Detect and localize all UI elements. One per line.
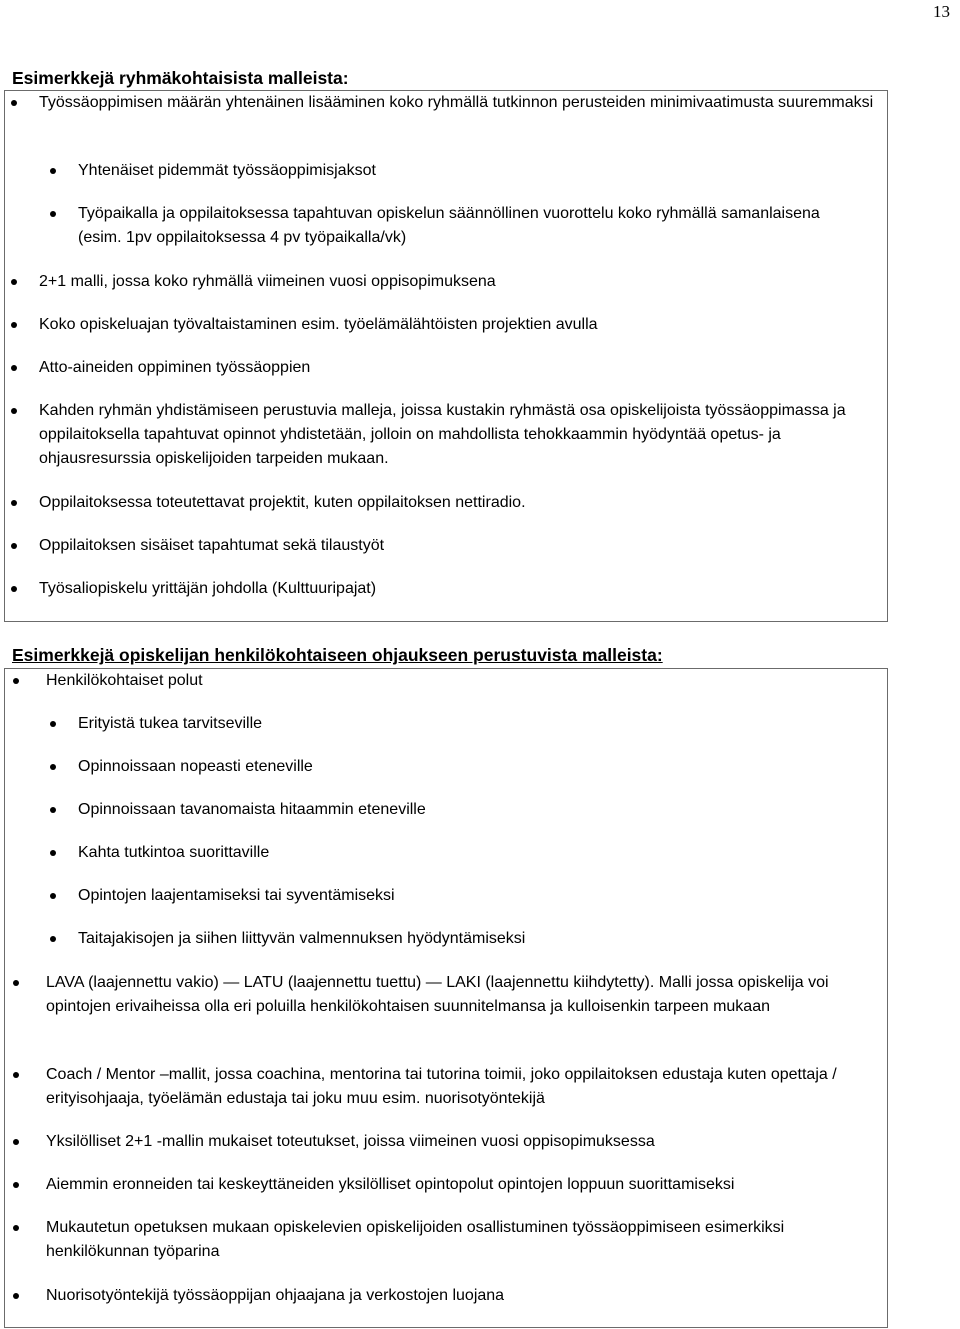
list-item: Kahden ryhmän yhdistämiseen perustuvia malleja, joissa kustakin ryhmästä osa opiskelijoista työssäoppimassa ja oppilaitoksella tapahtuvat opinnot yhdistetään, jolloin on mahdollista tehokkaammin hyödyntää opetus- ja ohjausresurssia opiskelijoiden tarpeiden mukaan. bbox=[39, 399, 879, 471]
list-item: Henkilökohtaiset polut bbox=[46, 669, 880, 693]
bullet-icon bbox=[13, 1139, 19, 1145]
bullet-icon bbox=[11, 322, 17, 328]
page-number: 13 bbox=[933, 2, 950, 21]
list-item: Atto-aineiden oppiminen työssäoppien bbox=[39, 356, 879, 380]
bullet-icon bbox=[50, 850, 56, 856]
bullet-icon bbox=[13, 980, 19, 986]
list-item: Oppilaitoksen sisäiset tapahtumat sekä tilaustyöt bbox=[39, 534, 879, 558]
bullet-icon bbox=[13, 1072, 19, 1078]
bullet-icon bbox=[50, 168, 56, 174]
bullet-icon bbox=[11, 100, 17, 106]
list-item: Oppilaitoksessa toteutettavat projektit, kuten oppilaitoksen nettiradio. bbox=[39, 491, 879, 515]
list-item: Taitajakisojen ja siihen liittyvän valmennuksen hyödyntämiseksi bbox=[78, 927, 878, 951]
bullet-icon bbox=[13, 1182, 19, 1188]
bullet-icon bbox=[13, 1293, 19, 1299]
list-item: Erityistä tukea tarvitseville bbox=[78, 712, 878, 736]
bullet-icon bbox=[50, 807, 56, 813]
bullet-icon bbox=[11, 408, 17, 414]
list-item: Kahta tutkintoa suorittaville bbox=[78, 841, 878, 865]
bullet-icon bbox=[11, 543, 17, 549]
bullet-icon bbox=[13, 678, 19, 684]
list-item: Koko opiskeluajan työvaltaistaminen esim. työelämälähtöisten projektien avulla bbox=[39, 313, 879, 337]
list-item: Nuorisotyöntekijä työssäoppijan ohjaajana ja verkostojen luojana bbox=[46, 1284, 880, 1308]
list-item: Coach / Mentor –mallit, jossa coachina, mentorina tai tutorina toimii, joko oppilaitoksen edustaja kuten opettaja / erityisohjaaja, työelämän edustaja tai joku muu esim. nuorisotyöntekijä bbox=[46, 1063, 872, 1111]
list-item: Opintojen laajentamiseksi tai syventämiseksi bbox=[78, 884, 878, 908]
bullet-icon bbox=[11, 279, 17, 285]
bullet-icon bbox=[11, 365, 17, 371]
list-item: Työsaliopiskelu yrittäjän johdolla (Kulttuuripajat) bbox=[39, 577, 879, 601]
section-title-individual-models: Esimerkkejä opiskelijan henkilökohtaiseen ohjaukseen perustuvista malleista: bbox=[12, 645, 663, 665]
bullet-icon bbox=[50, 893, 56, 899]
bullet-icon bbox=[13, 1225, 19, 1231]
section-title-group-models: Esimerkkejä ryhmäkohtaisista malleista: bbox=[12, 68, 349, 88]
list-item: Mukautetun opetuksen mukaan opiskelevien opiskelijoiden osallistuminen työssäoppimiseen esimerkiksi henkilökunnan työparina bbox=[46, 1216, 846, 1264]
bullet-icon bbox=[50, 936, 56, 942]
list-item: Työssäoppimisen määrän yhtenäinen lisääminen koko ryhmällä tutkinnon perusteiden minimivaatimusta suuremmaksi bbox=[39, 91, 879, 115]
list-item: Opinnoissaan tavanomaista hitaammin eteneville bbox=[78, 798, 878, 822]
list-item: Yksilölliset 2+1 -mallin mukaiset toteutukset, joissa viimeinen vuosi oppisopimuksessa bbox=[46, 1130, 880, 1154]
bullet-icon bbox=[11, 586, 17, 592]
list-item: LAVA (laajennettu vakio) — LATU (laajennettu tuettu) — LAKI (laajennettu kiihdytetty). Malli jossa opiskelija voi opintojen erivaiheissa olla eri poluilla henkilökohtaisen suunnitelmansa ja kulloisenkin tarpeen mukaan bbox=[46, 971, 872, 1019]
bullet-icon bbox=[50, 211, 56, 217]
bullet-icon bbox=[50, 721, 56, 727]
list-item: Yhtenäiset pidemmät työssäoppimisjaksot bbox=[78, 159, 878, 183]
list-item: 2+1 malli, jossa koko ryhmällä viimeinen vuosi oppisopimuksena bbox=[39, 270, 879, 294]
list-item: Työpaikalla ja oppilaitoksessa tapahtuvan opiskelun säännöllinen vuorottelu koko ryhmällä samanlaisena (esim. 1pv oppilaitoksessa 4 pv työpaikalla/vk) bbox=[78, 202, 838, 250]
bullet-icon bbox=[11, 500, 17, 506]
list-item: Aiemmin eronneiden tai keskeyttäneiden yksilölliset opintopolut opintojen loppuun suorittamiseksi bbox=[46, 1173, 880, 1197]
bullet-icon bbox=[50, 764, 56, 770]
list-item: Opinnoissaan nopeasti eteneville bbox=[78, 755, 878, 779]
